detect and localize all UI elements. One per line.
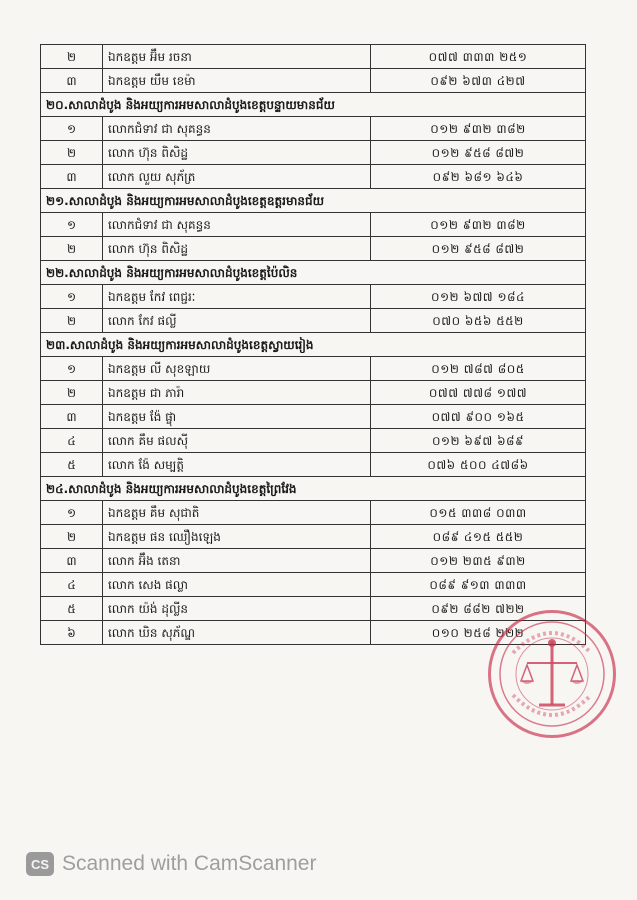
phone-number: ០១២ ៦៧៧ ១៨៤	[371, 285, 586, 309]
phone-number: ០៩២ ៦៧៣ ៤២៧	[371, 69, 586, 93]
person-name: លោក ឃិន សុភ័ណ្ឌ	[103, 621, 371, 645]
person-name: ឯកឧត្តម គឹម សុជាតិ	[103, 501, 371, 525]
person-name: លោកជំទាវ ជា សុគន្ធន	[103, 213, 371, 237]
person-name: លោកជំទាវ ជា សុគន្ធន	[103, 117, 371, 141]
section-title: ២១.សាលាដំបូង និងអយ្យការអមសាលាដំបូងខេត្តឧត្តរមានជ័យ	[41, 189, 586, 213]
row-number: ២	[41, 381, 103, 405]
person-name: ឯកឧត្តម លី សុខឡាយ	[103, 357, 371, 381]
row-number: ១	[41, 117, 103, 141]
table-row	[41, 549, 586, 573]
person-name: លោក អ៊ឹង តេនា	[103, 549, 371, 573]
row-number: ១	[41, 285, 103, 309]
section-header-row	[41, 93, 586, 117]
phone-number: ០៨៩ ៩១៣ ៣៣៣	[371, 573, 586, 597]
phone-number: ០១២ ៩៥៨ ៨៧២	[371, 237, 586, 261]
table-row	[41, 69, 586, 93]
row-number: ៣	[41, 69, 103, 93]
phone-number: ០៩២ ៦៨១ ៦៤៦	[371, 165, 586, 189]
table-row	[41, 357, 586, 381]
phone-number: ០១២ ៦៩៧ ៦៨៩	[371, 429, 586, 453]
section-header-row	[41, 333, 586, 357]
person-name: ឯកឧត្តម ង៉ែ ផ្ចុា	[103, 405, 371, 429]
table-row	[41, 141, 586, 165]
table-row	[41, 525, 586, 549]
row-number: ១	[41, 213, 103, 237]
person-name: លោក យ៉ង់ ដុល្លីន	[103, 597, 371, 621]
section-header-row	[41, 189, 586, 213]
phone-number: ០១២ ៩៥៨ ៨៧២	[371, 141, 586, 165]
contact-table	[40, 44, 586, 645]
phone-number: ០១២ ២៣៥ ៩៣២	[371, 549, 586, 573]
person-name: លោក ង៉ែ សម្បត្តិ	[103, 453, 371, 477]
person-name: លោក កែវ ផល្លី	[103, 309, 371, 333]
row-number: ៣	[41, 165, 103, 189]
phone-number: ០៧០ ៦៥៦ ៥៥២	[371, 309, 586, 333]
row-number: ៥	[41, 453, 103, 477]
table-row	[41, 429, 586, 453]
table-row	[41, 237, 586, 261]
row-number: ២	[41, 237, 103, 261]
row-number: ៣	[41, 549, 103, 573]
phone-number: ០១០ ២៥៨ ២២២	[371, 621, 586, 645]
person-name: លោក សេង ផល្លា	[103, 573, 371, 597]
person-name: លោក ហ៊ុន ពិសិដ្ឋ	[103, 141, 371, 165]
phone-number: ០១២ ៩៣២ ៣៨២	[371, 213, 586, 237]
scanner-footer	[26, 850, 316, 878]
section-header-row	[41, 477, 586, 501]
phone-number: ០៧៦ ៥០០ ៤៧៨៦	[371, 453, 586, 477]
phone-number: ០៧៧ ៧៧៨ ១៧៧	[371, 381, 586, 405]
person-name: ឯកឧត្តម ជា ភារ៉ា	[103, 381, 371, 405]
row-number: ៤	[41, 429, 103, 453]
row-number: ៣	[41, 405, 103, 429]
row-number: ២	[41, 525, 103, 549]
row-number: ៦	[41, 621, 103, 645]
row-number: ២	[41, 45, 103, 69]
person-name: លោក គឹម ផលស៊ី	[103, 429, 371, 453]
person-name: ឯកឧត្តម កែវ ពេជ្ជរៈ	[103, 285, 371, 309]
table-row	[41, 165, 586, 189]
scanner-watermark: Scanned with CamScanner	[62, 852, 317, 875]
row-number: ៥	[41, 597, 103, 621]
table-row	[41, 45, 586, 69]
table-row	[41, 501, 586, 525]
camscanner-logo-icon: CS	[26, 852, 54, 876]
table-row	[41, 381, 586, 405]
official-seal	[488, 610, 616, 738]
row-number: ២	[41, 309, 103, 333]
table-row	[41, 453, 586, 477]
phone-number: ០៧៧ ៣៣៣ ២៥១	[371, 45, 586, 69]
phone-number: ០៩២ ៨៨២ ៧២២	[371, 597, 586, 621]
section-title: ២២.សាលាដំបូង និងអយ្យការអមសាលាដំបូងខេត្តប៉ៃលិន	[41, 261, 586, 285]
person-name: ឯកឧត្តម ផន ឈឿងឡេង	[103, 525, 371, 549]
phone-number: ០១៥ ៣៣៨ ០៣៣	[371, 501, 586, 525]
row-number: ២	[41, 141, 103, 165]
person-name: លោក លួយ សុភ័ត្រ	[103, 165, 371, 189]
section-title: ២៣.សាលាដំបូង និងអយ្យការអមសាលាដំបូងខេត្តស្វាយរៀង	[41, 333, 586, 357]
table-row	[41, 573, 586, 597]
table-row	[41, 213, 586, 237]
section-title: ២៤.សាលាដំបូង និងអយ្យការអមសាលាដំបូងខេត្តព្រៃវែង	[41, 477, 586, 501]
row-number: ១	[41, 357, 103, 381]
person-name: ឯកឧត្តម អ៊ឹម រចនា	[103, 45, 371, 69]
row-number: ១	[41, 501, 103, 525]
table-row	[41, 309, 586, 333]
phone-number: ០៨៩ ៤១៥ ៥៥២	[371, 525, 586, 549]
table-row	[41, 405, 586, 429]
section-header-row	[41, 261, 586, 285]
phone-number: ០៧៧ ៩០០ ១៦៥	[371, 405, 586, 429]
person-name: លោក ហ៊ុន ពិសិដ្ឋ	[103, 237, 371, 261]
phone-number: ០១២ ៧៨៧ ៨០៥	[371, 357, 586, 381]
table-row	[41, 285, 586, 309]
phone-number: ០១២ ៩៣២ ៣៨២	[371, 117, 586, 141]
table-row	[41, 117, 586, 141]
row-number: ៤	[41, 573, 103, 597]
person-name: ឯកឧត្តម យឹម ខេម៉ា	[103, 69, 371, 93]
section-title: ២០.សាលាដំបូង និងអយ្យការអមសាលាដំបូងខេត្តបន្ទាយមានជ័យ	[41, 93, 586, 117]
